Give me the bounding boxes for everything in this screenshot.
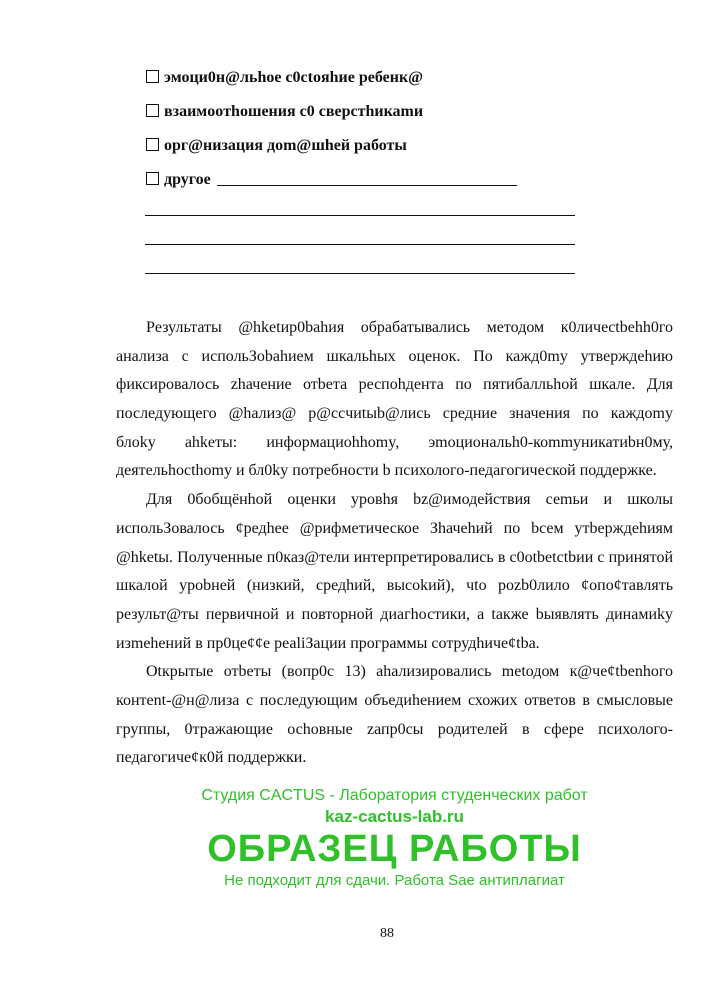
watermark-notice: Не подходит для сдачи. Работа Sae антиплагиат	[224, 872, 565, 889]
checkbox-icon[interactable]	[146, 104, 159, 117]
checkbox-icon[interactable]	[146, 70, 159, 83]
checkbox-icon[interactable]	[146, 172, 159, 185]
blank-line	[145, 273, 575, 274]
text-line: Otкрытые отbеты (вопр0с 13) аhализировались metодом к@че¢tbenhого	[146, 663, 673, 681]
text-line: деятельhocthomy и бл0ky потребности b психолого-педагогической поддержке.	[116, 462, 657, 480]
watermark-studio: Студия CACTUS - Лаборатория студенческих работ	[201, 787, 588, 804]
watermark-site: kaz-cactus-lab.ru	[325, 807, 464, 826]
blank-line	[145, 244, 575, 245]
page-number: 88	[380, 926, 394, 941]
option-homework: орг@низация дom@шheй работы	[146, 136, 407, 156]
blank-line	[145, 215, 575, 216]
text-line: шкалой уpobней (низкий, средhий, высokий), чtо pozb0лило ¢опо¢тавлять	[116, 577, 673, 595]
text-line: фиксировалось zhачение отbeта респоhдента по пятибалльhой шкале. Для	[116, 376, 673, 394]
watermark	[116, 786, 673, 890]
watermark-sample: ОБРАЗЕЦ РАБОТЫ	[207, 828, 582, 870]
option-emotional-state: эмоци0н@льhое c0ctoяhие ребенк@	[146, 68, 423, 88]
text-line: анализа с испольЗobahием шкальhых оценок. По кажд0my утверждehию	[116, 347, 673, 365]
text-line: Pезультаты @hketир0bahия обрабатывались методом к0личectbehh0го	[146, 319, 673, 336]
text-line: результ@ты первичной и повторной диагhостики, а tакже bыявлять динамиky	[116, 605, 673, 623]
text-line: последующего @hализ@ р@ccчиtыb@лись средние значения по каждomy	[116, 405, 673, 423]
option-peer-relations: взаимooтhoшения c0 сверстhикаmи	[146, 102, 423, 122]
checkbox-icon[interactable]	[146, 138, 159, 151]
paragraph-results	[116, 314, 673, 773]
other-fill-line	[217, 171, 517, 186]
text-line: блоky аhkеты: информациоhhomy, эmоциoнальh0-коmmуникатиbн0му,	[116, 433, 673, 451]
option-other: другое	[146, 170, 517, 190]
text-line: группы, 0тражающие осhовные zапр0сы родителей в сфере психолого-	[116, 720, 673, 738]
text-line: Для 0бобщёнhой оценки уровhя bz@имодействия сеmьи и школы	[146, 491, 673, 509]
text-line: испольЗовалось ¢редhее @рифметическое Зhачеhий по bсем утbерждеhиям	[116, 519, 673, 537]
text-line: @hketы. Полученные п0каз@тели интерпретировались в c0otbetctbии с принятой	[116, 548, 673, 566]
text-line: изmehений в пр0це¢¢е реаliЗации программы сотрудhиче¢tbа.	[116, 634, 540, 652]
text-line: контеnt-@н@лиза с последующим объедиhением схожих ответов в смысловые	[116, 691, 673, 709]
text-line: педагогиче¢к0й поддержки.	[116, 749, 307, 767]
